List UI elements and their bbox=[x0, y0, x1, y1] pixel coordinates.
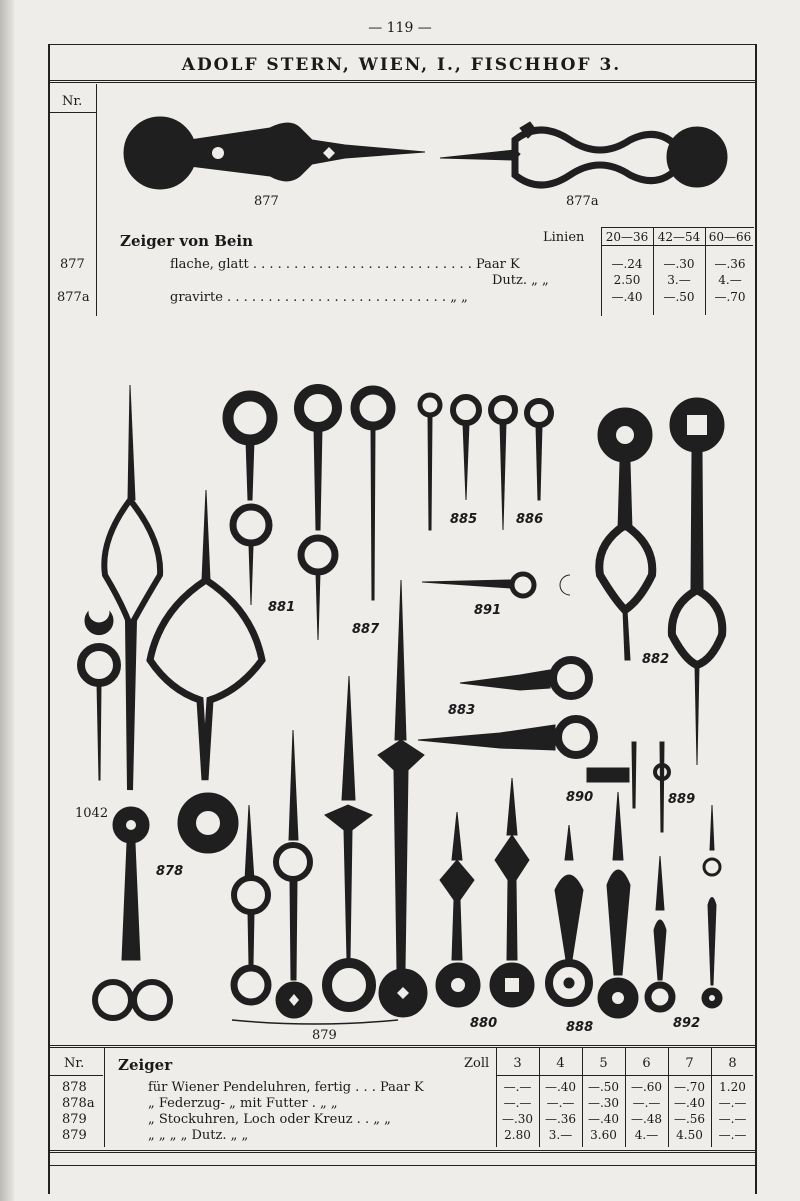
brow-879-v5: —.56 bbox=[673, 1112, 706, 1126]
hand-878-drawing bbox=[95, 385, 170, 1018]
brow-desc-879: „ Stockuhren, Loch oder Kreuz . . „ „ bbox=[148, 1112, 391, 1127]
footer-rule bbox=[50, 1165, 755, 1166]
brow-878a-v4: —.— bbox=[632, 1096, 661, 1110]
label-878: 878 bbox=[156, 864, 184, 879]
label-888: 888 bbox=[566, 1020, 594, 1035]
brow-879-v4: —.48 bbox=[630, 1112, 663, 1126]
bottom-nr-line bbox=[104, 1047, 105, 1147]
label-887: 887 bbox=[352, 622, 380, 637]
zoll-4: 4 bbox=[556, 1056, 565, 1071]
size-header-1: 20—36 bbox=[605, 230, 649, 244]
label-889: 889 bbox=[668, 792, 696, 807]
brow-878-v6: 1.20 bbox=[719, 1080, 746, 1094]
brow-878a-v3: —.30 bbox=[587, 1096, 620, 1110]
hand-883-drawing bbox=[418, 660, 594, 755]
brow-nr-878a: 878a bbox=[62, 1096, 95, 1111]
caption-877: 877 bbox=[254, 194, 279, 209]
zoll-5: 5 bbox=[599, 1056, 608, 1071]
brow-878-v5: —.70 bbox=[673, 1080, 706, 1094]
bottom-nr-rule bbox=[50, 1075, 103, 1076]
brow-desc-879-dutz: „ „ „ „ Dutz. „ „ bbox=[148, 1128, 249, 1143]
linien-label: Linien bbox=[543, 230, 585, 245]
brow-878a-v2: —.— bbox=[546, 1096, 575, 1110]
brow-nr-879-dutz: 879 bbox=[62, 1128, 87, 1143]
brow-879-v3: —.40 bbox=[587, 1112, 620, 1126]
label-883: 883 bbox=[448, 703, 476, 718]
brow-nr-878: 878 bbox=[62, 1080, 87, 1095]
bottom-closing-rule bbox=[50, 1150, 755, 1153]
size-header-2: 42—54 bbox=[657, 230, 701, 244]
hand-881-drawing bbox=[228, 396, 272, 605]
row-desc-877: flache, glatt . . . . . . . . . . . . . . . . . . . . . . . . . . . Paar K bbox=[170, 257, 520, 272]
label-879: 879 bbox=[312, 1028, 337, 1043]
row-877a-v2: —.50 bbox=[663, 290, 695, 304]
brow-879-v2: —.36 bbox=[544, 1112, 577, 1126]
brow-879d-v6: —.— bbox=[718, 1128, 747, 1142]
label-892: 892 bbox=[673, 1016, 701, 1031]
row-dutz-v1: 2.50 bbox=[613, 273, 641, 287]
nr-label-bottom: Nr. bbox=[64, 1056, 85, 1071]
row-dutz-v2: 3.— bbox=[667, 273, 691, 287]
label-885: 885 bbox=[450, 512, 478, 527]
row-desc-877a: gravirte . . . . . . . . . . . . . . . . . . . . . . . . . . . „ „ bbox=[170, 290, 468, 305]
row-nr-877: 877 bbox=[60, 257, 85, 272]
brow-desc-878a: „ Federzug- „ mit Futter . „ „ bbox=[148, 1096, 338, 1111]
brow-nr-879: 879 bbox=[62, 1112, 87, 1127]
label-1042: 1042 bbox=[75, 806, 109, 821]
bottom-title: Zeiger bbox=[118, 1056, 173, 1074]
brow-879d-v2: 3.— bbox=[548, 1128, 573, 1142]
label-881: 881 bbox=[268, 600, 296, 615]
brow-879d-v3: 3.60 bbox=[590, 1128, 617, 1142]
brow-879d-v5: 4.50 bbox=[676, 1128, 703, 1142]
hand-885-886-drawing bbox=[420, 395, 551, 530]
hand-877a-drawing bbox=[440, 122, 727, 187]
row-877-v3: —.36 bbox=[714, 257, 746, 271]
hand-880-drawing bbox=[436, 778, 722, 1018]
brow-878-v1: —.— bbox=[503, 1080, 532, 1094]
row-877a-v3: —.70 bbox=[714, 290, 746, 304]
row-877-v1: —.24 bbox=[611, 257, 643, 271]
hand-891-drawing bbox=[422, 574, 570, 596]
hand-887b-drawing bbox=[355, 390, 391, 600]
label-890: 890 bbox=[566, 790, 594, 805]
size-header-3: 60—66 bbox=[708, 230, 752, 244]
nr-label-top: Nr. bbox=[62, 94, 83, 109]
zoll-7: 7 bbox=[685, 1056, 694, 1071]
brow-879d-v1: 2.80 bbox=[504, 1128, 531, 1142]
catalog-header: ADOLF STERN, WIEN, I., FISCHHOF 3. bbox=[181, 55, 622, 75]
row-nr-877a: 877a bbox=[57, 290, 90, 305]
brow-878-v3: —.50 bbox=[587, 1080, 620, 1094]
brow-878a-v6: —.— bbox=[718, 1096, 747, 1110]
hand-882-drawing bbox=[598, 398, 724, 765]
label-891: 891 bbox=[474, 603, 502, 618]
zoll-6: 6 bbox=[642, 1056, 651, 1071]
hand-887-drawing bbox=[299, 389, 337, 640]
section-title-bein: Zeiger von Bein bbox=[120, 232, 254, 250]
brow-879-v1: —.30 bbox=[501, 1112, 534, 1126]
page-number: — 119 — bbox=[368, 20, 432, 36]
zoll-3: 3 bbox=[513, 1056, 522, 1071]
label-882: 882 bbox=[642, 652, 670, 667]
label-880: 880 bbox=[470, 1016, 498, 1031]
row-desc-dutz: Dutz. „ „ bbox=[492, 273, 549, 288]
hand-890-889-drawing bbox=[587, 742, 669, 832]
hand-1042-drawing bbox=[81, 612, 117, 780]
row-dutz-v3: 4.— bbox=[718, 273, 742, 287]
brow-879d-v4: 4.— bbox=[634, 1128, 659, 1142]
zoll-label: Zoll bbox=[464, 1056, 490, 1071]
brow-878a-v5: —.40 bbox=[673, 1096, 706, 1110]
brow-878-v2: —.40 bbox=[544, 1080, 577, 1094]
hand-877-drawing bbox=[124, 117, 425, 189]
caption-877a: 877a bbox=[566, 194, 599, 209]
row-877-v2: —.30 bbox=[663, 257, 695, 271]
brow-879-v6: —.— bbox=[718, 1112, 747, 1126]
zoll-8: 8 bbox=[728, 1056, 737, 1071]
label-886: 886 bbox=[516, 512, 544, 527]
brow-desc-878: für Wiener Pendeluhren, fertig . . . Paar K bbox=[148, 1080, 424, 1095]
brow-878a-v1: —.— bbox=[503, 1096, 532, 1110]
row-877a-v1: —.40 bbox=[611, 290, 643, 304]
brow-878-v4: —.60 bbox=[630, 1080, 663, 1094]
